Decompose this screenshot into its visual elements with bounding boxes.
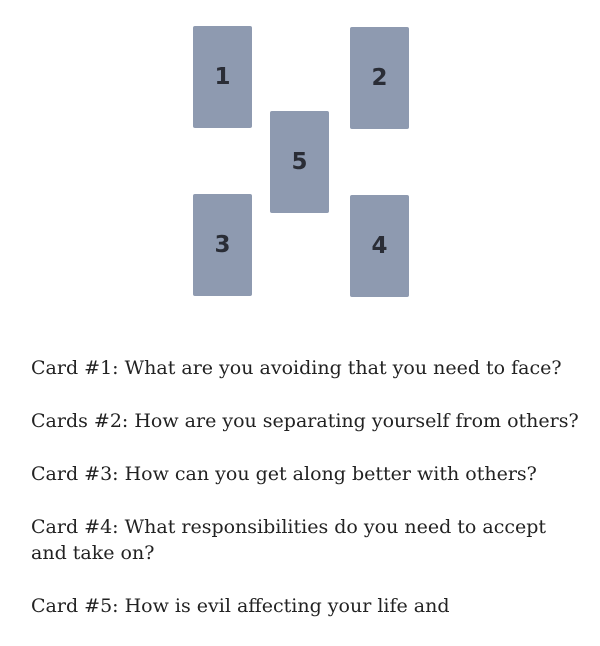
card-3[interactable] xyxy=(193,194,252,296)
question-card-3: Card #3: How can you get along better with others? xyxy=(31,463,537,485)
card-2[interactable] xyxy=(350,27,409,129)
card-questions-list xyxy=(31,355,581,646)
card-number: 1 xyxy=(214,64,231,90)
tarot-spread xyxy=(0,0,600,320)
question-card-5: Card #5: How is evil affecting your life and xyxy=(31,595,450,617)
card-5[interactable] xyxy=(270,111,329,213)
card-4[interactable] xyxy=(350,195,409,297)
card-number: 3 xyxy=(214,232,231,258)
card-number: 5 xyxy=(291,149,308,175)
card-1[interactable] xyxy=(193,26,252,128)
question-card-2: Cards #2: How are you separating yourself from others? xyxy=(31,410,579,432)
card-number: 4 xyxy=(371,233,388,259)
question-card-1: Card #1: What are you avoiding that you need to face? xyxy=(31,357,562,379)
card-number: 2 xyxy=(371,65,388,91)
question-card-4: Card #4: What responsibilities do you need to accept and take on? xyxy=(31,516,547,564)
